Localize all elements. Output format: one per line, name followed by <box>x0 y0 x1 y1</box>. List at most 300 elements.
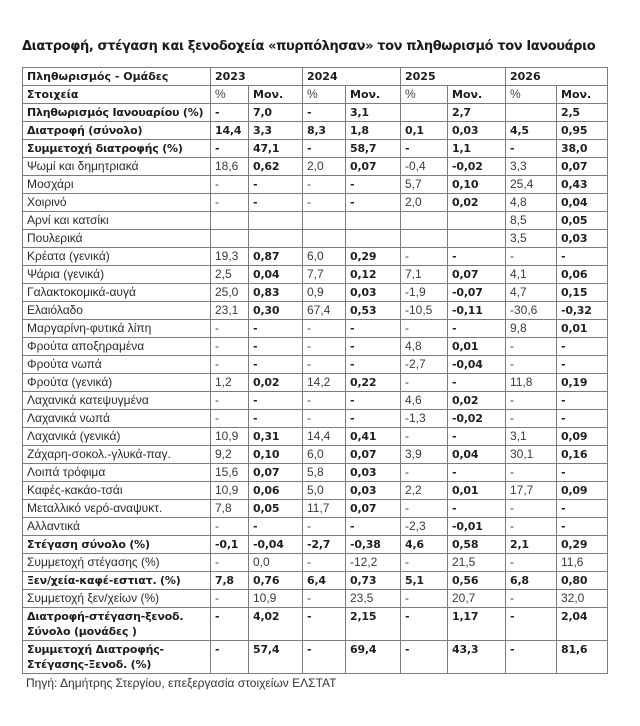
row-label: Φρούτα αποξηραμένα <box>23 338 211 356</box>
cell-percent: 14,4 <box>211 122 249 140</box>
cell-percent: 67,4 <box>303 302 346 320</box>
row-label: Στέγαση σύνολο (%) <box>23 536 211 554</box>
row-label: Ψάρια (γενικά) <box>23 266 211 284</box>
cell-units: 0,83 <box>249 284 303 302</box>
cell-percent: -30,6 <box>506 302 557 320</box>
cell-percent: - <box>401 608 448 641</box>
subheader-pct: % <box>506 86 557 104</box>
cell-units <box>249 212 303 230</box>
cell-units: 3,3 <box>249 122 303 140</box>
cell-units: -0,11 <box>448 302 506 320</box>
row-label: Ξεν/χεία-καφέ-εστιατ. (%) <box>23 572 211 590</box>
header-year-2024: 2024 <box>303 68 401 86</box>
cell-percent: - <box>401 248 448 266</box>
cell-units: - <box>557 464 608 482</box>
cell-units: 0,73 <box>346 572 401 590</box>
source-note: Πηγή: Δημήτρης Στεργίου, επεξεργασία στοιχείων ΕΛΣΤΑΤ <box>26 676 337 690</box>
subheader-pct: % <box>211 86 249 104</box>
cell-units: - <box>557 392 608 410</box>
cell-percent: 4,5 <box>506 122 557 140</box>
cell-units: - <box>557 356 608 374</box>
cell-percent: - <box>401 464 448 482</box>
cell-units: - <box>346 194 401 212</box>
cell-percent: 4,6 <box>401 536 448 554</box>
cell-units: 0,43 <box>557 176 608 194</box>
cell-percent: - <box>211 392 249 410</box>
subheader-mov: Μον. <box>346 86 401 104</box>
cell-percent: - <box>506 392 557 410</box>
cell-units: - <box>346 176 401 194</box>
cell-percent: 23,1 <box>211 302 249 320</box>
table-row <box>23 338 608 356</box>
cell-units: - <box>346 356 401 374</box>
header-year-2026: 2026 <box>506 68 608 86</box>
cell-units: - <box>557 518 608 536</box>
cell-units: - <box>346 320 401 338</box>
cell-units: - <box>249 194 303 212</box>
cell-units: 0,56 <box>448 572 506 590</box>
cell-percent: 19,3 <box>211 248 249 266</box>
cell-percent: 7,8 <box>211 572 249 590</box>
cell-units: 0,02 <box>448 194 506 212</box>
row-label: Λαχανικά νωπά <box>23 410 211 428</box>
cell-units: 0,01 <box>448 338 506 356</box>
cell-percent <box>303 212 346 230</box>
cell-percent: 30,1 <box>506 446 557 464</box>
table-row <box>23 608 608 641</box>
cell-units <box>249 230 303 248</box>
cell-percent: - <box>401 320 448 338</box>
row-label: Διατροφή (σύνολο) <box>23 122 211 140</box>
row-label: Αρνί και κατσίκι <box>23 212 211 230</box>
cell-units: - <box>557 338 608 356</box>
cell-units: 0,29 <box>557 536 608 554</box>
cell-percent: - <box>506 641 557 674</box>
cell-units: 0,58 <box>448 536 506 554</box>
row-label: Γαλακτοκομικά-αυγά <box>23 284 211 302</box>
subheader-label: Στοιχεία <box>23 86 211 104</box>
cell-percent: 4,8 <box>506 194 557 212</box>
row-label: Χοιρινό <box>23 194 211 212</box>
cell-units: 0,01 <box>448 482 506 500</box>
cell-percent: -0,4 <box>401 158 448 176</box>
cell-units: 0,04 <box>557 194 608 212</box>
cell-percent <box>401 104 448 122</box>
cell-percent: 0,9 <box>303 284 346 302</box>
cell-percent: 11,8 <box>506 374 557 392</box>
cell-units: 0,03 <box>346 284 401 302</box>
table-row <box>23 230 608 248</box>
row-label: Μαργαρίνη-φυτικά λίπη <box>23 320 211 338</box>
cell-percent <box>211 212 249 230</box>
cell-percent: 2,0 <box>303 158 346 176</box>
cell-percent: 1,2 <box>211 374 249 392</box>
cell-percent: -1,9 <box>401 284 448 302</box>
cell-percent: - <box>303 554 346 572</box>
cell-percent: - <box>303 140 346 158</box>
cell-units: 0,16 <box>557 446 608 464</box>
cell-percent: 4,7 <box>506 284 557 302</box>
cell-units: 10,9 <box>249 590 303 608</box>
cell-units <box>448 230 506 248</box>
cell-percent: 9,2 <box>211 446 249 464</box>
cell-percent: 10,9 <box>211 482 249 500</box>
cell-units: -0,02 <box>448 158 506 176</box>
cell-percent: - <box>211 554 249 572</box>
cell-units: -0,01 <box>448 518 506 536</box>
cell-percent: 7,1 <box>401 266 448 284</box>
cell-percent: - <box>506 608 557 641</box>
cell-percent: - <box>303 608 346 641</box>
cell-percent: -10,5 <box>401 302 448 320</box>
table-row <box>23 464 608 482</box>
row-label: Αλλαντικά <box>23 518 211 536</box>
cell-units: 69,4 <box>346 641 401 674</box>
cell-units: 0,05 <box>249 500 303 518</box>
table-row <box>23 212 608 230</box>
row-label: Φρούτα νωπά <box>23 356 211 374</box>
cell-units: 0,03 <box>346 482 401 500</box>
cell-percent: - <box>303 104 346 122</box>
cell-units <box>346 230 401 248</box>
cell-percent: 2,5 <box>211 266 249 284</box>
cell-percent: 3,9 <box>401 446 448 464</box>
header-group-label: Πληθωρισμός - Ομάδες <box>23 68 211 86</box>
cell-units: 0,07 <box>346 500 401 518</box>
row-label: Πουλερικά <box>23 230 211 248</box>
cell-units: 0,07 <box>557 158 608 176</box>
cell-units: 0,05 <box>557 212 608 230</box>
cell-percent: -2,7 <box>401 356 448 374</box>
cell-units: 38,0 <box>557 140 608 158</box>
cell-percent <box>211 230 249 248</box>
cell-units: - <box>557 248 608 266</box>
table-row <box>23 356 608 374</box>
cell-percent: 2,1 <box>506 536 557 554</box>
cell-percent: 6,0 <box>303 248 346 266</box>
cell-units: 0,09 <box>557 428 608 446</box>
cell-percent: - <box>211 590 249 608</box>
cell-units: 0,04 <box>448 446 506 464</box>
table-row <box>23 536 608 554</box>
cell-units: -0,07 <box>448 284 506 302</box>
row-label: Ψωμί και δημητριακά <box>23 158 211 176</box>
cell-percent: - <box>211 320 249 338</box>
cell-units: - <box>346 338 401 356</box>
cell-units <box>346 212 401 230</box>
table-row <box>23 374 608 392</box>
cell-percent: - <box>303 392 346 410</box>
cell-units: -0,38 <box>346 536 401 554</box>
table-header-subcols <box>23 86 608 104</box>
cell-units: -0,04 <box>448 356 506 374</box>
cell-percent: - <box>401 554 448 572</box>
cell-percent: 3,3 <box>506 158 557 176</box>
header-year-2025: 2025 <box>401 68 506 86</box>
cell-percent: - <box>211 338 249 356</box>
cell-units: 47,1 <box>249 140 303 158</box>
cell-percent: - <box>506 500 557 518</box>
table-row <box>23 122 608 140</box>
cell-percent: - <box>211 410 249 428</box>
cell-percent <box>401 230 448 248</box>
subheader-pct: % <box>401 86 448 104</box>
table-row <box>23 284 608 302</box>
table-header-years <box>23 68 608 86</box>
row-label: Λαχανικά κατεψυγμένα <box>23 392 211 410</box>
cell-percent: - <box>303 320 346 338</box>
table-row <box>23 392 608 410</box>
table-row <box>23 446 608 464</box>
row-label: Κρέατα (γενικά) <box>23 248 211 266</box>
cell-units: - <box>346 518 401 536</box>
cell-percent: - <box>211 641 249 674</box>
row-label: Λαχανικά (γενικά) <box>23 428 211 446</box>
cell-units: 57,4 <box>249 641 303 674</box>
cell-units: 0,87 <box>249 248 303 266</box>
cell-units: 0,07 <box>249 464 303 482</box>
cell-percent: 10,9 <box>211 428 249 446</box>
subheader-pct: % <box>303 86 346 104</box>
cell-percent: - <box>211 356 249 374</box>
cell-units: 2,15 <box>346 608 401 641</box>
cell-units: 1,1 <box>448 140 506 158</box>
cell-percent: - <box>211 176 249 194</box>
cell-units: 0,41 <box>346 428 401 446</box>
cell-units: - <box>249 392 303 410</box>
row-label: Συμμετοχή διατροφής (%) <box>23 140 211 158</box>
cell-units: 23,5 <box>346 590 401 608</box>
table-row <box>23 302 608 320</box>
cell-percent <box>401 212 448 230</box>
cell-units: 0,04 <box>249 266 303 284</box>
cell-percent: - <box>401 500 448 518</box>
table-row <box>23 500 608 518</box>
cell-units: 2,04 <box>557 608 608 641</box>
table-row <box>23 320 608 338</box>
cell-units: - <box>249 356 303 374</box>
cell-percent: 5,0 <box>303 482 346 500</box>
cell-units: 0,62 <box>249 158 303 176</box>
cell-units: - <box>346 410 401 428</box>
cell-percent: - <box>506 554 557 572</box>
cell-percent: 18,6 <box>211 158 249 176</box>
table-row <box>23 104 608 122</box>
cell-units: - <box>249 176 303 194</box>
cell-units: - <box>346 392 401 410</box>
cell-percent: - <box>401 374 448 392</box>
cell-units: -0,32 <box>557 302 608 320</box>
cell-units: 11,6 <box>557 554 608 572</box>
cell-units: 1,8 <box>346 122 401 140</box>
cell-units: 21,5 <box>448 554 506 572</box>
cell-percent: - <box>506 356 557 374</box>
cell-percent <box>303 230 346 248</box>
cell-units: 0,31 <box>249 428 303 446</box>
cell-percent: 11,7 <box>303 500 346 518</box>
row-label: Ελαιόλαδο <box>23 302 211 320</box>
cell-percent: 14,2 <box>303 374 346 392</box>
cell-units: 2,7 <box>448 104 506 122</box>
cell-units: 0,95 <box>557 122 608 140</box>
cell-percent: - <box>401 590 448 608</box>
row-label: Μεταλλικό νερό-αναψυκτ. <box>23 500 211 518</box>
cell-units: 0,07 <box>448 266 506 284</box>
cell-percent: 17,7 <box>506 482 557 500</box>
cell-units: 0,80 <box>557 572 608 590</box>
cell-percent: 6,8 <box>506 572 557 590</box>
subheader-mov: Μον. <box>249 86 303 104</box>
cell-percent: 14,4 <box>303 428 346 446</box>
cell-percent: -1,3 <box>401 410 448 428</box>
row-label: Συμμετοχή Διατροφής-Στέγασης-Ξενοδ. (%) <box>23 641 211 674</box>
table-row <box>23 482 608 500</box>
cell-percent: 4,6 <box>401 392 448 410</box>
cell-units: 81,6 <box>557 641 608 674</box>
cell-percent: 25,4 <box>506 176 557 194</box>
cell-units: 0,19 <box>557 374 608 392</box>
subheader-mov: Μον. <box>557 86 608 104</box>
cell-percent: - <box>211 518 249 536</box>
cell-units: - <box>448 500 506 518</box>
cell-units: - <box>448 320 506 338</box>
row-label: Καφές-κακάο-τσάι <box>23 482 211 500</box>
cell-units: 0,02 <box>448 392 506 410</box>
cell-percent: - <box>506 248 557 266</box>
cell-units: - <box>448 248 506 266</box>
cell-percent: -2,7 <box>303 536 346 554</box>
cell-units: 0,03 <box>557 230 608 248</box>
cell-units: -0,04 <box>249 536 303 554</box>
cell-percent: -0,1 <box>211 536 249 554</box>
cell-percent: 3,5 <box>506 230 557 248</box>
cell-units <box>448 212 506 230</box>
cell-units: 0,02 <box>249 374 303 392</box>
cell-units: 43,3 <box>448 641 506 674</box>
cell-units: - <box>448 464 506 482</box>
cell-units: 4,02 <box>249 608 303 641</box>
cell-percent: - <box>303 356 346 374</box>
cell-units: - <box>557 500 608 518</box>
cell-percent: 15,6 <box>211 464 249 482</box>
cell-percent: - <box>303 410 346 428</box>
cell-percent: 7,8 <box>211 500 249 518</box>
row-label: Μοσχάρι <box>23 176 211 194</box>
cell-percent: - <box>211 194 249 212</box>
cell-units: 0,10 <box>249 446 303 464</box>
cell-percent: 6,0 <box>303 446 346 464</box>
cell-percent: - <box>506 338 557 356</box>
cell-units: - <box>557 410 608 428</box>
cell-units: - <box>249 518 303 536</box>
cell-units: 20,7 <box>448 590 506 608</box>
article-title: Διατροφή, στέγαση και ξενοδοχεία «πυρπόλησαν» τον πληθωρισμό τον Ιανουάριο <box>22 39 596 54</box>
cell-units: 0,06 <box>249 482 303 500</box>
cell-percent: - <box>303 338 346 356</box>
cell-percent: - <box>303 518 346 536</box>
cell-percent: - <box>401 428 448 446</box>
cell-units: -0,02 <box>448 410 506 428</box>
cell-units: 0,03 <box>346 464 401 482</box>
cell-percent: 2,0 <box>401 194 448 212</box>
cell-units: 2,5 <box>557 104 608 122</box>
subheader-mov: Μον. <box>448 86 506 104</box>
cell-percent: - <box>506 140 557 158</box>
cell-percent: - <box>506 410 557 428</box>
cell-percent: 8,3 <box>303 122 346 140</box>
table-row <box>23 158 608 176</box>
cell-percent: 5,1 <box>401 572 448 590</box>
cell-units: 7,0 <box>249 104 303 122</box>
table-row <box>23 554 608 572</box>
cell-units: 0,01 <box>557 320 608 338</box>
cell-percent: 5,7 <box>401 176 448 194</box>
cell-percent: -2,3 <box>401 518 448 536</box>
cell-percent: 6,4 <box>303 572 346 590</box>
row-label: Συμμετοχή ξεν/χείων (%) <box>23 590 211 608</box>
cell-percent: - <box>303 176 346 194</box>
cell-units: 0,30 <box>249 302 303 320</box>
row-label: Διατροφή-στέγαση-ξενοδ. Σύνολο (μονάδες ) <box>23 608 211 641</box>
cell-units: 0,76 <box>249 572 303 590</box>
table-row <box>23 590 608 608</box>
cell-units: - <box>448 374 506 392</box>
table-row <box>23 572 608 590</box>
row-label: Φρούτα (γενικά) <box>23 374 211 392</box>
table-row <box>23 248 608 266</box>
table-row <box>23 140 608 158</box>
inflation-table <box>22 67 608 674</box>
cell-percent: - <box>303 194 346 212</box>
cell-units: 32,0 <box>557 590 608 608</box>
cell-percent: 3,1 <box>506 428 557 446</box>
cell-units: - <box>249 320 303 338</box>
cell-units: - <box>249 410 303 428</box>
cell-units: 0,09 <box>557 482 608 500</box>
cell-units: 58,7 <box>346 140 401 158</box>
cell-percent: 7,7 <box>303 266 346 284</box>
cell-units: 0,03 <box>448 122 506 140</box>
cell-percent: 4,1 <box>506 266 557 284</box>
row-label: Ζάχαρη-σοκολ.-γλυκά-παγ. <box>23 446 211 464</box>
cell-units: -12,2 <box>346 554 401 572</box>
row-label: Πληθωρισμός Ιανουαρίου (%) <box>23 104 211 122</box>
header-year-2023: 2023 <box>211 68 303 86</box>
cell-percent: - <box>303 641 346 674</box>
cell-percent: - <box>506 464 557 482</box>
row-label: Λοιπά τρόφιμα <box>23 464 211 482</box>
table-row <box>23 428 608 446</box>
cell-percent: - <box>303 590 346 608</box>
cell-percent: - <box>211 104 249 122</box>
cell-percent: 9,8 <box>506 320 557 338</box>
cell-units: - <box>448 428 506 446</box>
cell-units: - <box>249 338 303 356</box>
cell-units: 0,0 <box>249 554 303 572</box>
cell-percent: 0,1 <box>401 122 448 140</box>
cell-units: 0,10 <box>448 176 506 194</box>
cell-percent: - <box>401 140 448 158</box>
cell-percent: - <box>211 608 249 641</box>
cell-units: 0,29 <box>346 248 401 266</box>
cell-units: 3,1 <box>346 104 401 122</box>
table-row <box>23 194 608 212</box>
cell-percent: - <box>506 590 557 608</box>
row-label: Συμμετοχή στέγασης (%) <box>23 554 211 572</box>
cell-units: 0,12 <box>346 266 401 284</box>
cell-percent: 2,2 <box>401 482 448 500</box>
cell-units: 1,17 <box>448 608 506 641</box>
